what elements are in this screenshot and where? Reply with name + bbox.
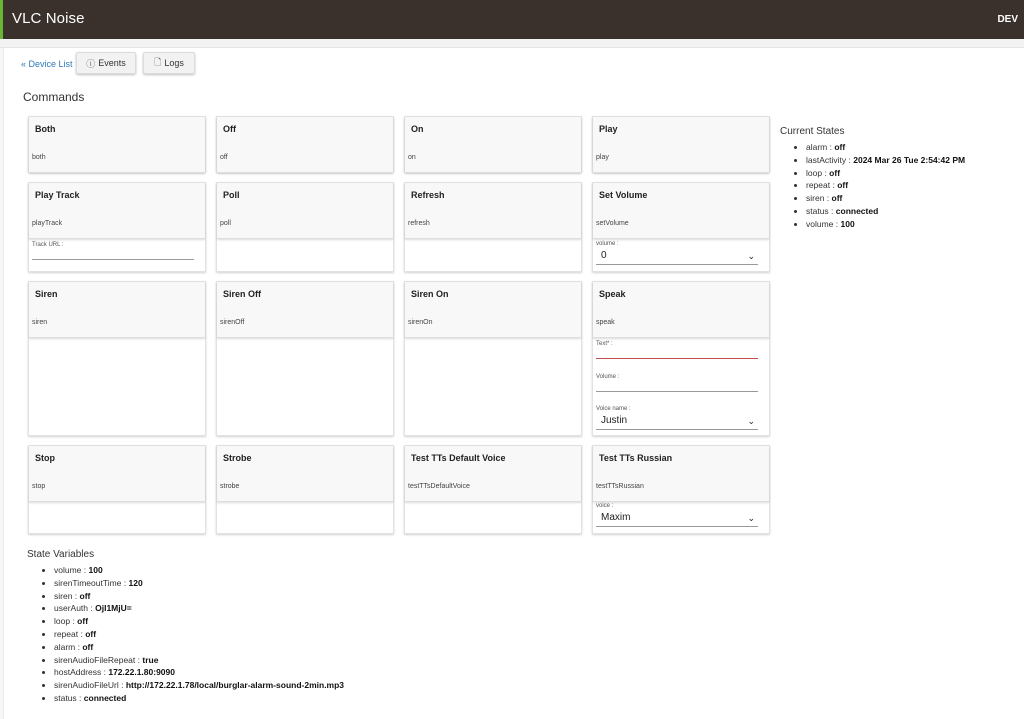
app-title: VLC Noise xyxy=(12,10,85,27)
command-card-siren xyxy=(28,281,206,436)
list-item: • repeat : off xyxy=(54,629,344,642)
events-button[interactable] xyxy=(76,52,136,74)
var-value: off xyxy=(77,616,89,627)
command-button-refresh[interactable] xyxy=(405,183,581,239)
command-label: Poll xyxy=(223,190,240,200)
command-label: Siren Off xyxy=(223,289,262,299)
volume-label: volume : xyxy=(596,241,619,247)
list-item: • loop : off xyxy=(806,168,965,181)
command-label: Siren xyxy=(35,289,58,299)
command-label: Stop xyxy=(35,453,55,463)
command-label: Strobe xyxy=(223,453,252,463)
text-label: Text* : xyxy=(596,341,613,347)
command-button-testttsdefaultvoice[interactable] xyxy=(405,446,581,502)
list-item: • repeat : off xyxy=(806,180,965,193)
voice-name-value: Justin xyxy=(601,415,628,426)
chevron-down-icon: ⌄ xyxy=(747,513,755,523)
command-card-testttsrussian xyxy=(592,445,770,534)
command-name: both xyxy=(32,154,46,161)
state-key: siren xyxy=(806,193,825,204)
chevron-down-icon: ⌄ xyxy=(747,416,755,426)
command-name: play xyxy=(596,154,609,161)
command-label: On xyxy=(411,124,424,134)
command-card-off xyxy=(216,116,394,172)
command-button-speak[interactable] xyxy=(593,282,769,338)
list-item: • hostAddress : 172.22.1.80:9090 xyxy=(54,667,344,680)
state-value: 100 xyxy=(840,218,855,229)
command-name: refresh xyxy=(408,220,430,227)
command-button-setvolume[interactable] xyxy=(593,183,769,239)
track-url-label: Track URL : xyxy=(32,242,64,248)
track-url-field xyxy=(32,242,194,260)
command-name: sirenOn xyxy=(408,319,433,326)
command-card-stop xyxy=(28,445,206,534)
text-field xyxy=(596,341,758,359)
command-label: Speak xyxy=(599,289,626,299)
command-button-poll[interactable] xyxy=(217,183,393,239)
var-key: sirenTimeoutTime xyxy=(54,577,122,588)
state-value: off xyxy=(834,142,846,152)
command-name: off xyxy=(220,154,228,161)
command-button-sirenon[interactable] xyxy=(405,282,581,338)
list-item: • status : connected xyxy=(54,693,344,706)
command-button-on[interactable] xyxy=(405,117,581,173)
current-states-title: Current States xyxy=(780,126,845,137)
var-key: alarm xyxy=(54,641,76,652)
list-item: • siren : off xyxy=(806,193,965,206)
command-label: Both xyxy=(35,124,56,134)
command-button-playtrack[interactable] xyxy=(29,183,205,239)
var-value: 100 xyxy=(88,565,103,575)
command-button-siren[interactable] xyxy=(29,282,205,338)
state-value: off xyxy=(831,193,843,204)
left-edge xyxy=(0,48,4,719)
voice-select[interactable] xyxy=(596,511,758,527)
command-card-both xyxy=(28,116,206,172)
var-key: sirenAudioFileUrl xyxy=(54,680,119,691)
state-value: connected xyxy=(835,205,879,216)
state-key: volume xyxy=(806,218,834,229)
command-label: Play xyxy=(599,124,618,134)
document-icon: 🗋 xyxy=(154,57,162,67)
state-key: loop xyxy=(806,167,823,178)
list-item: • volume : 100 xyxy=(54,565,344,578)
var-value: connected xyxy=(83,692,127,703)
var-key: status xyxy=(54,692,77,703)
command-label: Off xyxy=(223,124,236,134)
speak-volume-label: Volume : xyxy=(596,374,620,380)
voice-name-select[interactable] xyxy=(596,414,758,430)
state-value: 2024 Mar 26 Tue 2:54:42 PM xyxy=(853,154,966,165)
list-item: • alarm : off xyxy=(806,142,965,155)
command-button-play[interactable] xyxy=(593,117,769,173)
command-card-on xyxy=(404,116,582,172)
var-key: sirenAudioFileRepeat xyxy=(54,654,136,665)
state-variables-list xyxy=(54,565,344,706)
dev-badge: DEV xyxy=(997,14,1018,25)
var-value: OjI1MjU= xyxy=(95,603,132,614)
var-value: 120 xyxy=(128,577,143,588)
var-key: repeat xyxy=(54,628,79,639)
command-name: poll xyxy=(220,220,231,227)
command-card-strobe xyxy=(216,445,394,534)
speak-volume-field xyxy=(596,374,758,392)
state-key: repeat xyxy=(806,180,831,191)
voice-name-field xyxy=(596,406,758,430)
var-key: siren xyxy=(54,590,73,601)
list-item: • userAuth : OjI1MjU= xyxy=(54,603,344,616)
command-card-sirenon xyxy=(404,281,582,436)
var-key: hostAddress xyxy=(54,667,102,678)
track-url-input[interactable] xyxy=(32,248,194,260)
list-item: • siren : off xyxy=(54,591,344,604)
voice-label: voice : xyxy=(596,503,614,509)
list-item: • loop : off xyxy=(54,616,344,629)
var-value: http://172.22.1.78/local/burglar-alarm-sound-2min.mp3 xyxy=(125,680,345,691)
command-label: Play Track xyxy=(35,190,80,200)
voice-select-value: Maxim xyxy=(601,512,631,523)
command-card-play xyxy=(592,116,770,172)
list-item: • volume : 100 xyxy=(806,219,965,232)
command-button-strobe[interactable] xyxy=(217,446,393,502)
list-item: • status : connected xyxy=(806,206,965,219)
list-item: • sirenAudioFileUrl : http://172.22.1.78/local/burglar-alarm-sound-2min.mp3 xyxy=(54,680,344,693)
command-name: strobe xyxy=(220,483,240,490)
command-card-refresh xyxy=(404,182,582,272)
command-name: speak xyxy=(596,319,615,326)
command-button-sirenoff[interactable] xyxy=(217,282,393,338)
speak-volume-input[interactable] xyxy=(596,380,758,392)
volume-select-value: 0 xyxy=(601,250,607,261)
list-item: • sirenAudioFileRepeat : true xyxy=(54,655,344,668)
top-bar xyxy=(0,0,1024,39)
state-value: off xyxy=(829,167,841,178)
state-key: lastActivity xyxy=(806,154,847,165)
command-card-speak xyxy=(592,281,770,436)
info-circle-icon: ⓘ xyxy=(86,58,96,69)
command-card-playtrack xyxy=(28,182,206,272)
var-key: userAuth xyxy=(54,603,89,614)
sub-bar xyxy=(0,39,1024,48)
command-label: Set Volume xyxy=(599,190,648,200)
current-states-list xyxy=(806,142,965,232)
var-value: off xyxy=(82,641,94,652)
var-value: off xyxy=(79,590,91,601)
list-item: • lastActivity : 2024 Mar 26 Tue 2:54:42 PM xyxy=(806,155,965,168)
command-name: stop xyxy=(32,483,46,490)
list-item: • sirenTimeoutTime : 120 xyxy=(54,578,344,591)
command-label: Test TTs Russian xyxy=(599,453,673,463)
volume-field xyxy=(596,241,758,265)
events-label: Events xyxy=(98,58,126,68)
voice-name-label: Voice name : xyxy=(596,406,631,412)
command-card-setvolume xyxy=(592,182,770,272)
command-button-testttsrussian[interactable] xyxy=(593,446,769,502)
state-key: status xyxy=(806,205,829,216)
command-button-both[interactable] xyxy=(29,117,205,173)
state-variables-title: State Variables xyxy=(27,549,95,560)
command-name: siren xyxy=(32,319,48,326)
command-name: sirenOff xyxy=(220,319,245,326)
command-label: Refresh xyxy=(411,190,445,200)
var-key: loop xyxy=(54,616,71,627)
logs-label: Logs xyxy=(164,58,184,68)
command-name: testTTsDefaultVoice xyxy=(408,483,470,490)
command-card-testttsdefaultvoice xyxy=(404,445,582,534)
command-card-poll xyxy=(216,182,394,272)
command-button-stop[interactable] xyxy=(29,446,205,502)
state-key: alarm xyxy=(806,142,828,152)
command-name: testTTsRussian xyxy=(596,483,644,490)
device-list-link[interactable]: « Device List xyxy=(21,59,73,69)
command-label: Test TTs Default Voice xyxy=(411,453,506,463)
list-item: • alarm : off xyxy=(54,642,344,655)
state-value: off xyxy=(837,180,849,191)
var-value: 172.22.1.80:9090 xyxy=(108,667,175,678)
logs-button[interactable] xyxy=(143,52,195,74)
volume-select[interactable] xyxy=(596,249,758,265)
command-button-off[interactable] xyxy=(217,117,393,173)
voice-field xyxy=(596,503,758,527)
var-value: true xyxy=(142,654,159,665)
command-name: setVolume xyxy=(596,220,629,227)
command-name: on xyxy=(408,154,416,161)
command-label: Siren On xyxy=(411,289,449,299)
text-input[interactable] xyxy=(596,347,758,359)
chevron-down-icon: ⌄ xyxy=(747,251,755,261)
command-card-sirenoff xyxy=(216,281,394,436)
var-value: off xyxy=(85,628,97,639)
command-name: playTrack xyxy=(32,220,63,227)
commands-title: Commands xyxy=(23,90,85,104)
var-key: volume xyxy=(54,565,82,575)
